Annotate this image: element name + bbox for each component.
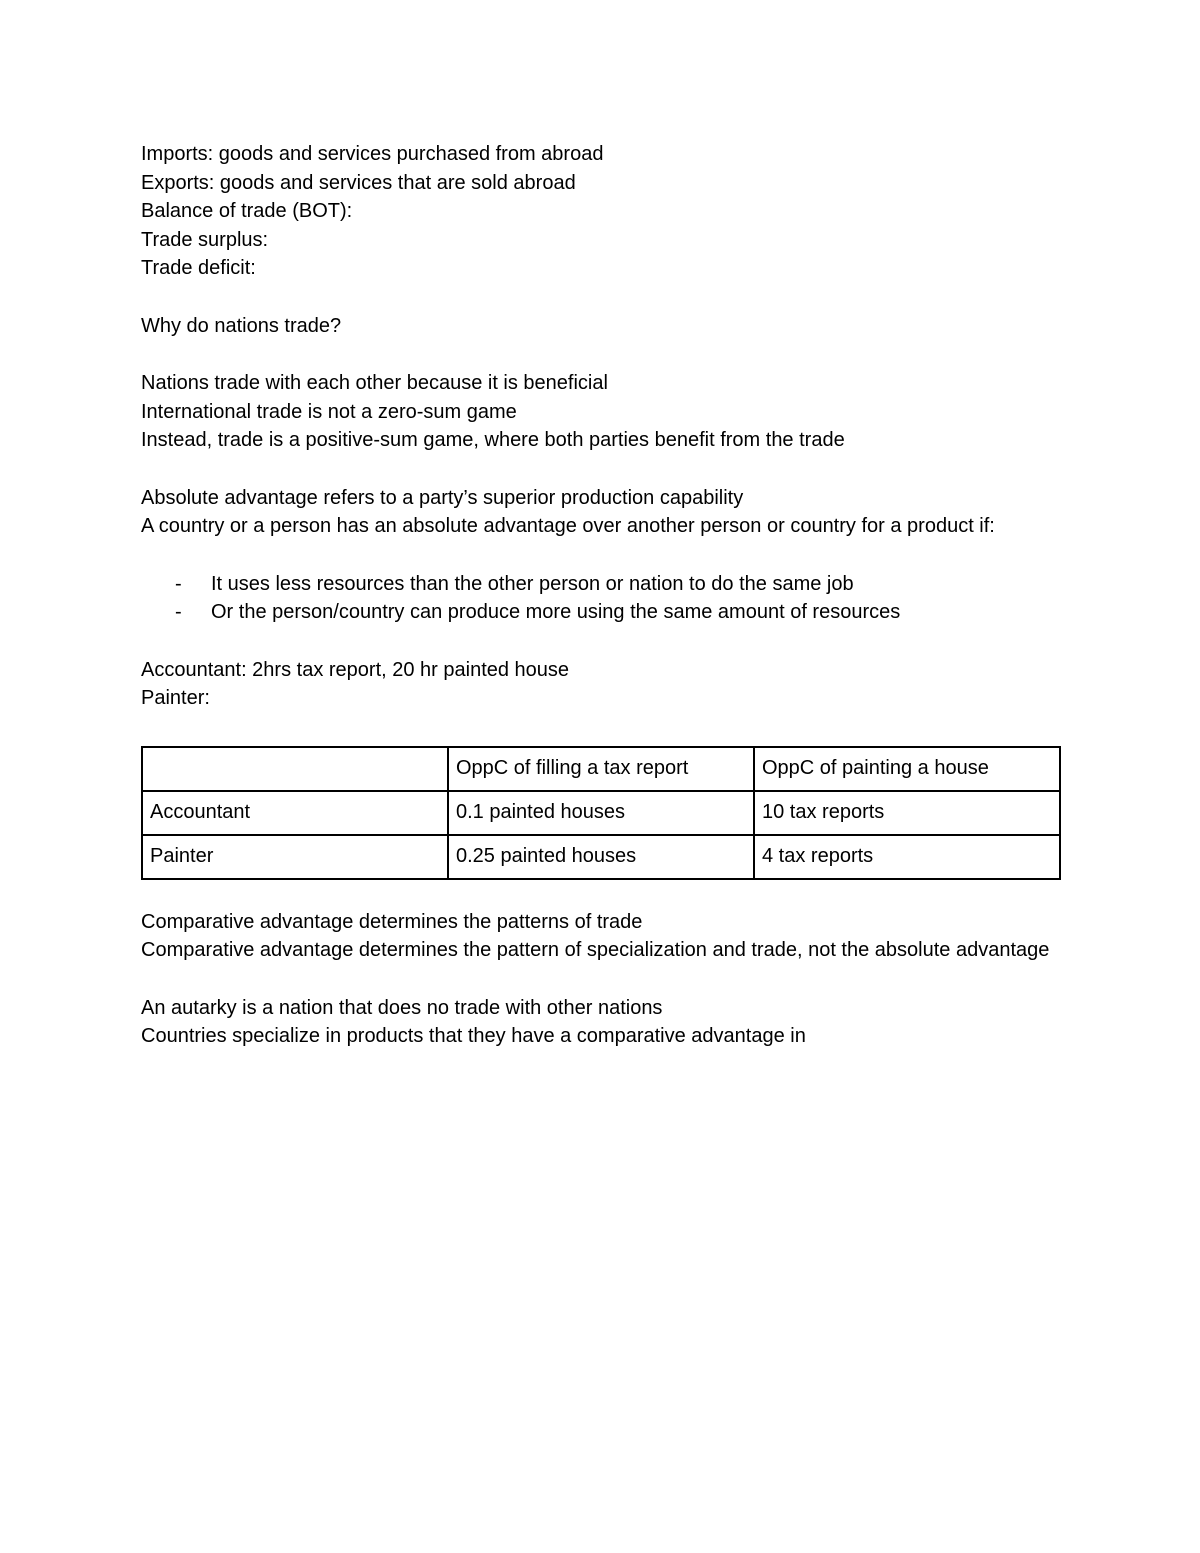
zero-sum-line: International trade is not a zero-sum game [141, 400, 517, 423]
spacer [141, 882, 1061, 908]
specialization-line: Comparative advantage determines the pattern of specialization and trade, not the absolute advantage [141, 939, 1050, 961]
list-item-text: It uses less resources than the other person or nation to do the same job [211, 572, 854, 595]
spacer [141, 965, 1061, 994]
definitions-block [141, 140, 1061, 283]
spacer [141, 627, 1061, 656]
spacer [141, 541, 1061, 570]
spacer [141, 455, 1061, 484]
painter-example-line: Painter: [141, 687, 210, 709]
table-cell: Accountant [142, 791, 448, 835]
absolute-advantage-block [141, 484, 1061, 541]
trade-surplus-line: Trade surplus: [141, 228, 269, 251]
table-cell: 0.1 painted houses [448, 791, 754, 835]
table-header-cell: OppC of filling a tax report [448, 747, 754, 791]
table-cell: 0.25 painted houses [448, 835, 754, 879]
specialize-line: Countries specialize in products that they have a comparative advantage in [141, 1025, 806, 1047]
list-item [141, 570, 1061, 599]
spacer [141, 713, 1061, 744]
table-row [142, 835, 1060, 879]
trade-deficit-line: Trade deficit: [141, 257, 256, 279]
absolute-advantage-condition: A country or a person has an absolute advantage over another person or country for a product if: [141, 515, 995, 537]
table-cell: 4 tax reports [754, 835, 1060, 879]
comparative-advantage-block [141, 908, 1061, 965]
trade-benefit-line: Nations trade with each other because it is beneficial [141, 372, 608, 394]
table-row [142, 791, 1060, 835]
absolute-advantage-definition: Absolute advantage refers to a party’s superior production capability [141, 486, 744, 509]
list-item [141, 598, 1061, 627]
table-cell: 10 tax reports [754, 791, 1060, 835]
balance-of-trade-line: Balance of trade (BOT): [141, 200, 353, 222]
question-line: Why do nations trade? [141, 314, 342, 337]
positive-sum-line: Instead, trade is a positive-sum game, where both parties benefit from the trade [141, 429, 845, 451]
trade-benefit-block [141, 369, 1061, 455]
accountant-example-line: Accountant: 2hrs tax report, 20 hr painted house [141, 658, 570, 681]
dash-bullet-icon: - [175, 601, 182, 623]
spacer [141, 283, 1061, 312]
example-block [141, 656, 1061, 713]
dash-bullet-icon: - [175, 572, 182, 595]
condition-list [141, 570, 1061, 627]
table-header-row [142, 747, 1060, 791]
autarky-block [141, 994, 1061, 1051]
list-item-text: Or the person/country can produce more using the same amount of resources [211, 601, 901, 623]
spacer [141, 340, 1061, 369]
table-header-cell: OppC of painting a house [754, 747, 1060, 791]
table-cell: Painter [142, 835, 448, 879]
document-page [141, 140, 1061, 1051]
comparative-advantage-line: Comparative advantage determines the patterns of trade [141, 910, 643, 933]
exports-definition: Exports: goods and services that are sold abroad [141, 171, 576, 194]
opportunity-cost-table [141, 746, 1061, 880]
autarky-definition: An autarky is a nation that does no trade with other nations [141, 996, 663, 1019]
table-header-cell [142, 747, 448, 791]
imports-definition: Imports: goods and services purchased from abroad [141, 143, 604, 165]
